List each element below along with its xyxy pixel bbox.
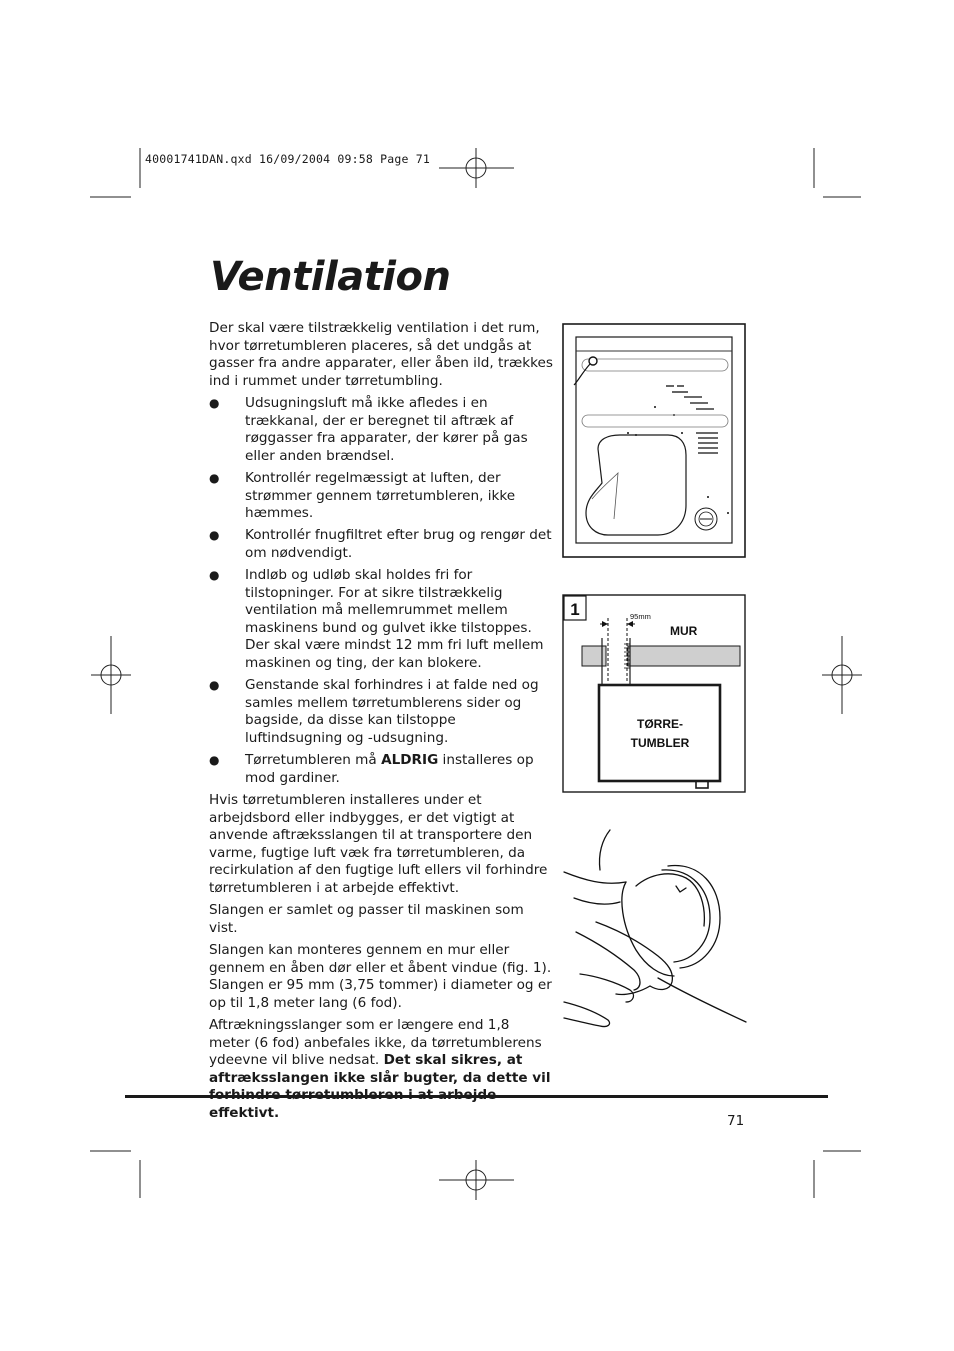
long-hose-paragraph <box>209 1017 554 1123</box>
bullet-item-curtains <box>209 752 554 787</box>
intro-paragraph: Der skal være tilstrækkelig ventilation i det rum, hvor tørretumbleren placeres, så det undgås at gasser fra andre apparater, eller åben ild, trækkes ind i rummet under tørretumbling. <box>209 320 553 389</box>
page-title: Ventilation <box>210 254 451 300</box>
bullet-item: ● Genstande skal forhindres i at falde ned og samles mellem tørretumblerens sider og bagside, da disse kan tilstoppe luftindsugning og -udsugning. <box>209 677 554 747</box>
bullet-item: ● Udsugningsluft må ikke afledes i en trækkanal, der er beregnet til aftræk af røggasser fra apparater, der kører på gas eller anden brændsel. <box>209 395 554 465</box>
long-hose-text: Aftrækningsslanger som er længere end 1,8 meter (6 fod) anbefales ikke, da tørretumblerens ydeevne vil blive nedsat. <box>209 1016 542 1069</box>
bullet-text: installeres op mod gardiner. <box>245 752 534 786</box>
page-number: 71 <box>727 1113 745 1129</box>
bullet-item: ● Kontrollér regelmæssigt at luften, der strømmer gennem tørretumbleren, ikke hæmmes. <box>209 470 554 523</box>
file-slug-line: 40001741DAN.qxd 16/09/2004 09:58 Page 71 <box>145 152 430 166</box>
dryer-front-illustration <box>562 323 746 558</box>
registration-mark-top <box>439 148 514 188</box>
bullet-item: ● Indløb og udløb skal holdes fri for tilstopninger. For at sikre tilstrækkelig ventilation må mellemrummet mellem maskinens bund og gulvet ikke tilstoppes. Der skal være mindst 12 mm fri luft mellem maskinen og ting, der kan blokere. <box>209 567 554 673</box>
dryer-label-line-1: TØRRE- <box>637 717 683 731</box>
main-text-column <box>209 320 554 1127</box>
bullet-text: Tørretumbleren må <box>245 752 382 769</box>
hose-fitting-hand-illustration <box>560 826 750 1031</box>
registration-mark-bottom <box>439 1160 514 1200</box>
dryer-label-line-2: TUMBLER <box>630 736 690 750</box>
bullet-item: ● Kontrollér fnugfiltret efter brug og rengør det om nødvendigt. <box>209 527 554 562</box>
figure-number: 1 <box>570 600 580 619</box>
undercounter-paragraph: Hvis tørretumbleren installeres under et arbejdsbord eller indbygges, er det vigtigt at anvende aftræksslangen til at transportere den varme, fugtige luft væk fra tørretumbleren, da recirkulation af den fugtige luft ellers vil forhindre tørretumbleren i at arbejde effektivt. <box>209 792 548 896</box>
registration-mark-left <box>91 636 131 714</box>
ventilation-bullet-list <box>209 395 554 787</box>
hose-diameter-label: 95mm <box>630 612 651 621</box>
figure-1-wall-diagram <box>562 594 746 794</box>
bullet-emphasis: ALDRIG <box>381 752 439 769</box>
registration-mark-right <box>822 636 862 714</box>
wall-label: MUR <box>670 624 698 638</box>
long-hose-warning: Det skal sikres, at aftræksslangen ikke slår bugter, da dette vil effektivt. <box>209 1052 551 1121</box>
footer-rule <box>125 1095 828 1098</box>
hose-fitted-paragraph: Slangen er samlet og passer til maskinen som vist. <box>209 902 524 936</box>
hose-wall-paragraph: Slangen kan monteres gennem en mur eller gennem en åben dør eller et åbent vindue (fig. 1). Slangen er 95 mm (3,75 tommer) i diameter og er op til 1,8 meter lang (6 fod). <box>209 941 552 1011</box>
